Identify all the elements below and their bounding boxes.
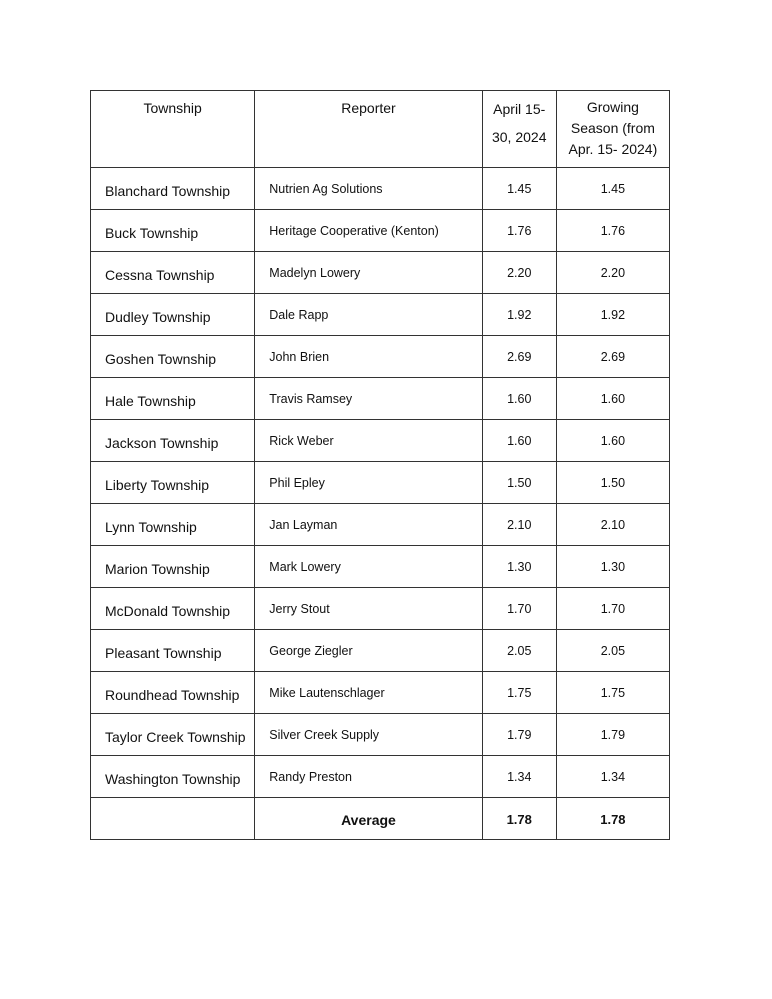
reporter-cell: Dale Rapp	[255, 294, 482, 336]
reporter-cell: Heritage Cooperative (Kenton)	[255, 210, 482, 252]
table-row	[91, 756, 670, 798]
rainfall-table	[90, 90, 670, 840]
reporter-cell: John Brien	[255, 336, 482, 378]
april-value: 1.30	[482, 546, 556, 588]
season-value: 1.45	[556, 168, 669, 210]
average-season-value: 1.78	[556, 798, 669, 840]
season-value: 2.05	[556, 630, 669, 672]
township-cell: Lynn Township	[91, 504, 255, 546]
table-body	[91, 168, 670, 798]
april-value: 1.60	[482, 378, 556, 420]
average-april-value: 1.78	[482, 798, 556, 840]
season-value: 1.79	[556, 714, 669, 756]
reporter-cell: Mike Lautenschlager	[255, 672, 482, 714]
april-value: 1.45	[482, 168, 556, 210]
april-value: 2.10	[482, 504, 556, 546]
season-value: 2.69	[556, 336, 669, 378]
header-reporter: Reporter	[255, 91, 482, 168]
reporter-cell: Travis Ramsey	[255, 378, 482, 420]
april-value: 1.70	[482, 588, 556, 630]
season-value: 1.50	[556, 462, 669, 504]
reporter-cell: Nutrien Ag Solutions	[255, 168, 482, 210]
reporter-cell: Mark Lowery	[255, 546, 482, 588]
table-row	[91, 294, 670, 336]
season-value: 1.60	[556, 378, 669, 420]
township-cell: Roundhead Township	[91, 672, 255, 714]
table-row	[91, 168, 670, 210]
april-value: 1.60	[482, 420, 556, 462]
reporter-cell: Madelyn Lowery	[255, 252, 482, 294]
average-row	[91, 798, 670, 840]
reporter-cell: Jerry Stout	[255, 588, 482, 630]
township-cell: Dudley Township	[91, 294, 255, 336]
season-value: 1.76	[556, 210, 669, 252]
reporter-cell: Rick Weber	[255, 420, 482, 462]
header-season	[556, 91, 669, 168]
header-season-line-3: Apr. 15- 2024)	[568, 141, 658, 157]
township-cell: Jackson Township	[91, 420, 255, 462]
township-cell: Buck Township	[91, 210, 255, 252]
table-row	[91, 714, 670, 756]
reporter-cell: George Ziegler	[255, 630, 482, 672]
header-township: Township	[91, 91, 255, 168]
header-season-line-2: Season (from	[570, 120, 655, 136]
table-row	[91, 630, 670, 672]
table-row	[91, 378, 670, 420]
township-cell: Hale Township	[91, 378, 255, 420]
april-value: 1.92	[482, 294, 556, 336]
season-value: 1.30	[556, 546, 669, 588]
reporter-cell: Silver Creek Supply	[255, 714, 482, 756]
april-value: 1.76	[482, 210, 556, 252]
township-cell: Taylor Creek Township	[91, 714, 255, 756]
table-row	[91, 546, 670, 588]
header-april-line-2: 30, 2024	[491, 129, 547, 145]
table-row	[91, 504, 670, 546]
april-value: 1.79	[482, 714, 556, 756]
township-cell: Pleasant Township	[91, 630, 255, 672]
header-april	[482, 91, 556, 168]
table-row	[91, 420, 670, 462]
table-row	[91, 588, 670, 630]
april-value: 2.20	[482, 252, 556, 294]
average-township-cell	[91, 798, 255, 840]
table-row	[91, 252, 670, 294]
season-value: 1.60	[556, 420, 669, 462]
township-cell: Marion Township	[91, 546, 255, 588]
average-label: Average	[255, 798, 482, 840]
april-value: 1.50	[482, 462, 556, 504]
reporter-cell: Jan Layman	[255, 504, 482, 546]
header-april-line-1: April 15-	[493, 101, 546, 117]
reporter-cell: Randy Preston	[255, 756, 482, 798]
header-season-line-1: Growing	[586, 99, 639, 115]
april-value: 2.05	[482, 630, 556, 672]
april-value: 1.34	[482, 756, 556, 798]
season-value: 1.70	[556, 588, 669, 630]
season-value: 1.92	[556, 294, 669, 336]
season-value: 2.20	[556, 252, 669, 294]
table-row	[91, 672, 670, 714]
reporter-cell: Phil Epley	[255, 462, 482, 504]
april-value: 2.69	[482, 336, 556, 378]
season-value: 2.10	[556, 504, 669, 546]
table-row	[91, 210, 670, 252]
township-cell: Liberty Township	[91, 462, 255, 504]
township-cell: Washington Township	[91, 756, 255, 798]
table-row	[91, 336, 670, 378]
township-cell: Cessna Township	[91, 252, 255, 294]
season-value: 1.34	[556, 756, 669, 798]
township-cell: McDonald Township	[91, 588, 255, 630]
season-value: 1.75	[556, 672, 669, 714]
township-cell: Blanchard Township	[91, 168, 255, 210]
header-row	[91, 91, 670, 168]
april-value: 1.75	[482, 672, 556, 714]
township-cell: Goshen Township	[91, 336, 255, 378]
table-row	[91, 462, 670, 504]
